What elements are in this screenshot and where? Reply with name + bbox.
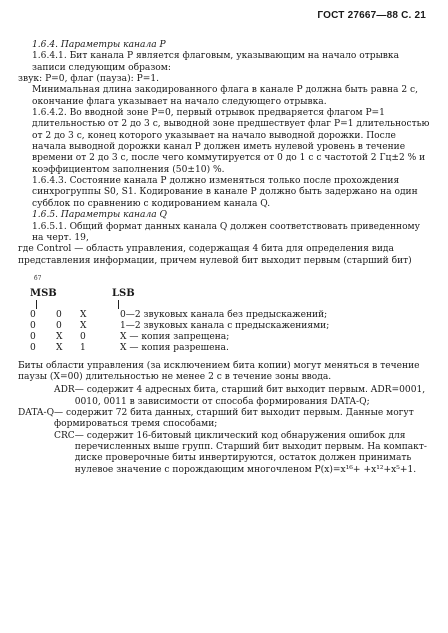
margin-mark: б7 xyxy=(34,274,42,282)
bit-cell: 0 xyxy=(56,309,62,320)
bit-description: 0—2 звуковых канала без предыскажений; xyxy=(120,309,328,320)
msb-label: MSB xyxy=(30,288,57,300)
bit-cell: X xyxy=(56,332,63,343)
lsb-marker xyxy=(118,300,119,309)
paragraph: звук: P=0, флаг (пауза): P=1. xyxy=(18,74,160,85)
page-header: ГОСТ 27667—88 С. 21 xyxy=(317,10,426,21)
definition-body: — содержит 16-битовый циклический код обнаружения ошибок для перечисленных выше групп. Старший бит выходит первым. На компакт-диске проверочные биты инвертируются, остаток должен принимать нулевое значение с порождающим многочленом P(x)=x¹⁶+ +x¹²+x⁵+1. xyxy=(74,430,427,475)
definition-term: DATA-Q xyxy=(18,408,55,419)
definition-data-q xyxy=(18,408,430,431)
paragraph: 1.6.4.3. Состояние канала P должно изменяться только после прохождения синхрогруппы S0, S1. Кодирование в канале P должно быть задержано на один субблок по сравнению с кодированием канала Q. xyxy=(32,176,418,209)
table-row xyxy=(30,310,430,321)
section-heading: 1.6.5. Параметры канала Q xyxy=(32,210,167,221)
bit-description: X — копия запрещена; xyxy=(120,332,230,343)
definition-body: — содержит 72 бита данных, старший бит выходит первым. Данные могут формироваться тремя способами; xyxy=(54,408,414,430)
lsb-label: LSB xyxy=(112,288,135,300)
bit-markers xyxy=(30,300,430,310)
definition-crc xyxy=(18,431,430,476)
table-row xyxy=(30,332,430,343)
definition-term: CRC xyxy=(54,430,75,441)
bit-cell: 0 xyxy=(30,343,36,354)
control-bits-table xyxy=(30,273,430,355)
definition-body: — содержит 4 адресных бита, старший бит выходит первым. ADR=0001, 0010, 0011 в зависимости от способа формирования DATA-Q; xyxy=(74,385,426,407)
bit-description: X — копия разрешена. xyxy=(120,343,229,354)
bit-order-labels xyxy=(30,288,430,299)
bit-cell: X xyxy=(56,343,63,354)
bit-cell: 0 xyxy=(56,320,62,331)
bit-cell: X xyxy=(80,309,87,320)
paragraph: Биты области управления (за исключением бита копии) могут меняться в течение паузы (X=00) длительностью не менее 2 с в течение зоны ввода. xyxy=(18,360,420,383)
bit-description: 1—2 звуковых канала с предыскажениями; xyxy=(120,320,330,331)
paragraph: 1.6.4.1. Бит канала P является флаговым, указывающим на начало отрывка записи следующим образом: xyxy=(32,51,400,73)
paragraph: 1.6.4.2. Во вводной зоне P=0, первый отрывок предваряется флагом P=1 длительностью от 2 до 3 с, выводной зоне предшествует флаг P=1 длительностью от 2 до 3 с, конец которого указывает на начало выводной дорожки. После начала выводной дорожки канал P должен иметь нулевой уровень в течение времени от 2 до 3 с, после чего коммутируется от 0 до 1 с с частотой 2 Гц±2 % и коэффициентом заполнения (50±10) %. xyxy=(32,108,430,175)
definition-term: ADR xyxy=(54,385,75,396)
bit-cell: 0 xyxy=(30,332,36,343)
bit-cell: 0 xyxy=(30,309,36,320)
table-row xyxy=(30,343,430,354)
table-row xyxy=(30,321,430,332)
paragraph: Минимальная длина закодированного флага в канале P должна быть равна 2 с, окончание флага указывает на начало следующего отрывка. xyxy=(32,85,419,107)
bit-cell: 0 xyxy=(30,320,36,331)
bit-cell: X xyxy=(80,320,87,331)
body-text xyxy=(18,40,430,476)
paragraph: 1.6.5.1. Общий формат данных канала Q должен соответствовать приведенному на черт. 19, xyxy=(32,221,420,243)
msb-marker xyxy=(36,300,37,309)
section-heading: 1.6.4. Параметры канала P xyxy=(32,40,166,50)
bit-cell: 1 xyxy=(80,343,86,354)
paragraph: где Control — область управления, содержащая 4 бита для определения вида представления информации, причем нулевой бит выходит первым (старший бит) xyxy=(18,244,412,266)
definition-adr xyxy=(18,385,430,408)
bit-cell: 0 xyxy=(80,332,86,343)
